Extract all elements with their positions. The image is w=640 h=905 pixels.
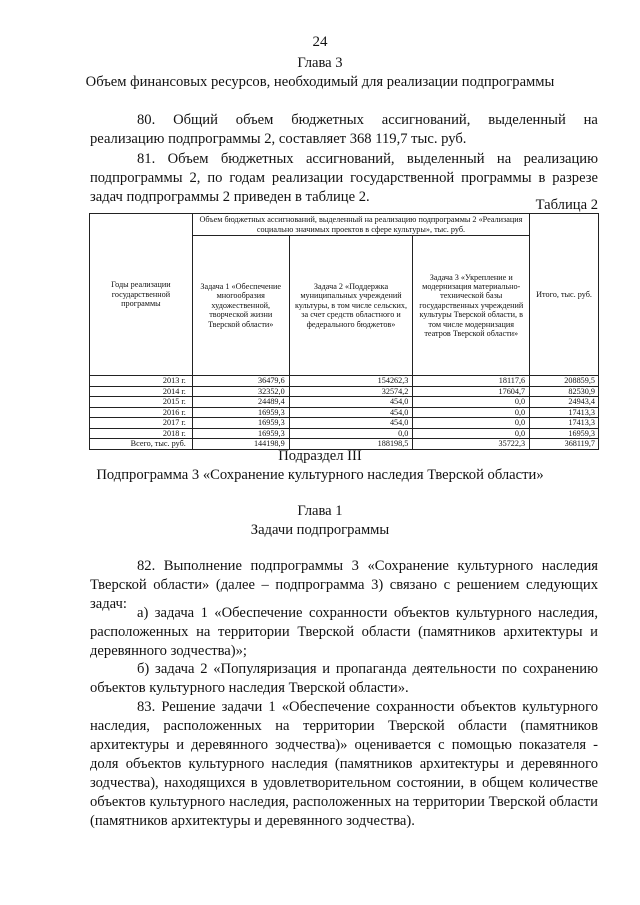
col-header-task-3: Задача 3 «Укрепление и модернизация материально-технической базы государственных учреждений культуры Тверской области, в том числе модернизация театров Тверской области» [413, 236, 530, 376]
paragraph-80-line-2: реализацию подпрограммы 2, составляет 368 119,7 тыс. руб. [90, 131, 467, 147]
paragraph-80 [90, 111, 598, 149]
list-item-b: б) задача 2 «Популяризация и пропаганда деятельности по сохранению объектов культурного наследия Тверской области». [90, 661, 598, 696]
paragraph-82: 82. Выполнение подпрограммы 3 «Сохранение культурного наследия Тверской области» (далее – подпрограмма 3) связано с решением следующих задач: [90, 558, 598, 612]
table-row: 2017 г. 16959,3 454,0 0,0 17413,3 [90, 418, 599, 429]
budget-table [89, 213, 599, 450]
chapter-title: Задачи подпрограммы [250, 522, 390, 538]
subsection-title: Подпрограмма 3 «Сохранение культурного наследия Тверской области» [96, 467, 544, 483]
table-row: 2018 г. 16959,3 0,0 0,0 16959,3 [90, 428, 599, 439]
col-header-years: Годы реализации государственной программы [90, 214, 193, 376]
col-header-task-2: Задача 2 «Поддержка муниципальных учреждений культуры, в том числе сельских, за счет средств областного и федерального бюджетов» [289, 236, 413, 376]
paragraph-81: 81. Объем бюджетных ассигнований, выделенный на реализацию подпрограммы 2, по годам реализации государственной программы в разрезе задач подпрограммы 2 приведен в таблице 2. [90, 151, 598, 205]
col-header-task-1: Задача 1 «Обеспечение многообразия художественной, творческой жизни Тверской области» [192, 236, 289, 376]
chapter-heading: Глава 1 [297, 503, 343, 519]
table-row: 2016 г. 16959,3 454,0 0,0 17413,3 [90, 407, 599, 418]
col-header-total: Итого, тыс. руб. [530, 214, 599, 376]
subsection-heading: Подраздел III [278, 448, 362, 464]
table-label: Таблица 2 [535, 197, 598, 213]
table-row-total: Всего, тыс. руб. 144198,9 188198,5 35722,3 368119,7 [90, 439, 599, 450]
chapter-title: Объем финансовых ресурсов, необходимый для реализации подпрограммы [85, 74, 555, 90]
table-row: 2013 г. 36479,6 154262,3 18117,6 208859,5 [90, 376, 599, 387]
page-number: 24 [312, 34, 328, 50]
table-row: 2015 г. 24489,4 454,0 0,0 24943,4 [90, 397, 599, 408]
list-item-a: а) задача 1 «Обеспечение сохранности объектов культурного наследия, расположенных на территории Тверской области (памятников архитектуры и деревянного зодчества)»; [90, 605, 598, 659]
paragraph-80-line-1: 80. Общий объем бюджетных ассигнований, выделенный на [137, 112, 598, 128]
chapter-heading: Глава 3 [297, 55, 343, 71]
col-header-group: Объем бюджетных ассигнований, выделенный на реализацию подпрограммы 2 «Реализация социально значимых проектов в сфере культуры», тыс. руб. [192, 214, 529, 236]
paragraph-83: 83. Решение задачи 1 «Обеспечение сохранности объектов культурного наследия, расположенных на территории Тверской области (памятников архитектуры и деревянного зодчества)» оценивается с помощью показателя - доля объектов культурного наследия (памятников архитектуры и деревянного зодчества), находящихся в удовлетворительном состоянии, в общем количестве объектов культурного наследия, расположенных на территории Тверской области (памятников архитектуры и деревянного зодчества). [90, 699, 598, 829]
table-row: 2014 г. 32352,0 32574,2 17604,7 82530,9 [90, 386, 599, 397]
